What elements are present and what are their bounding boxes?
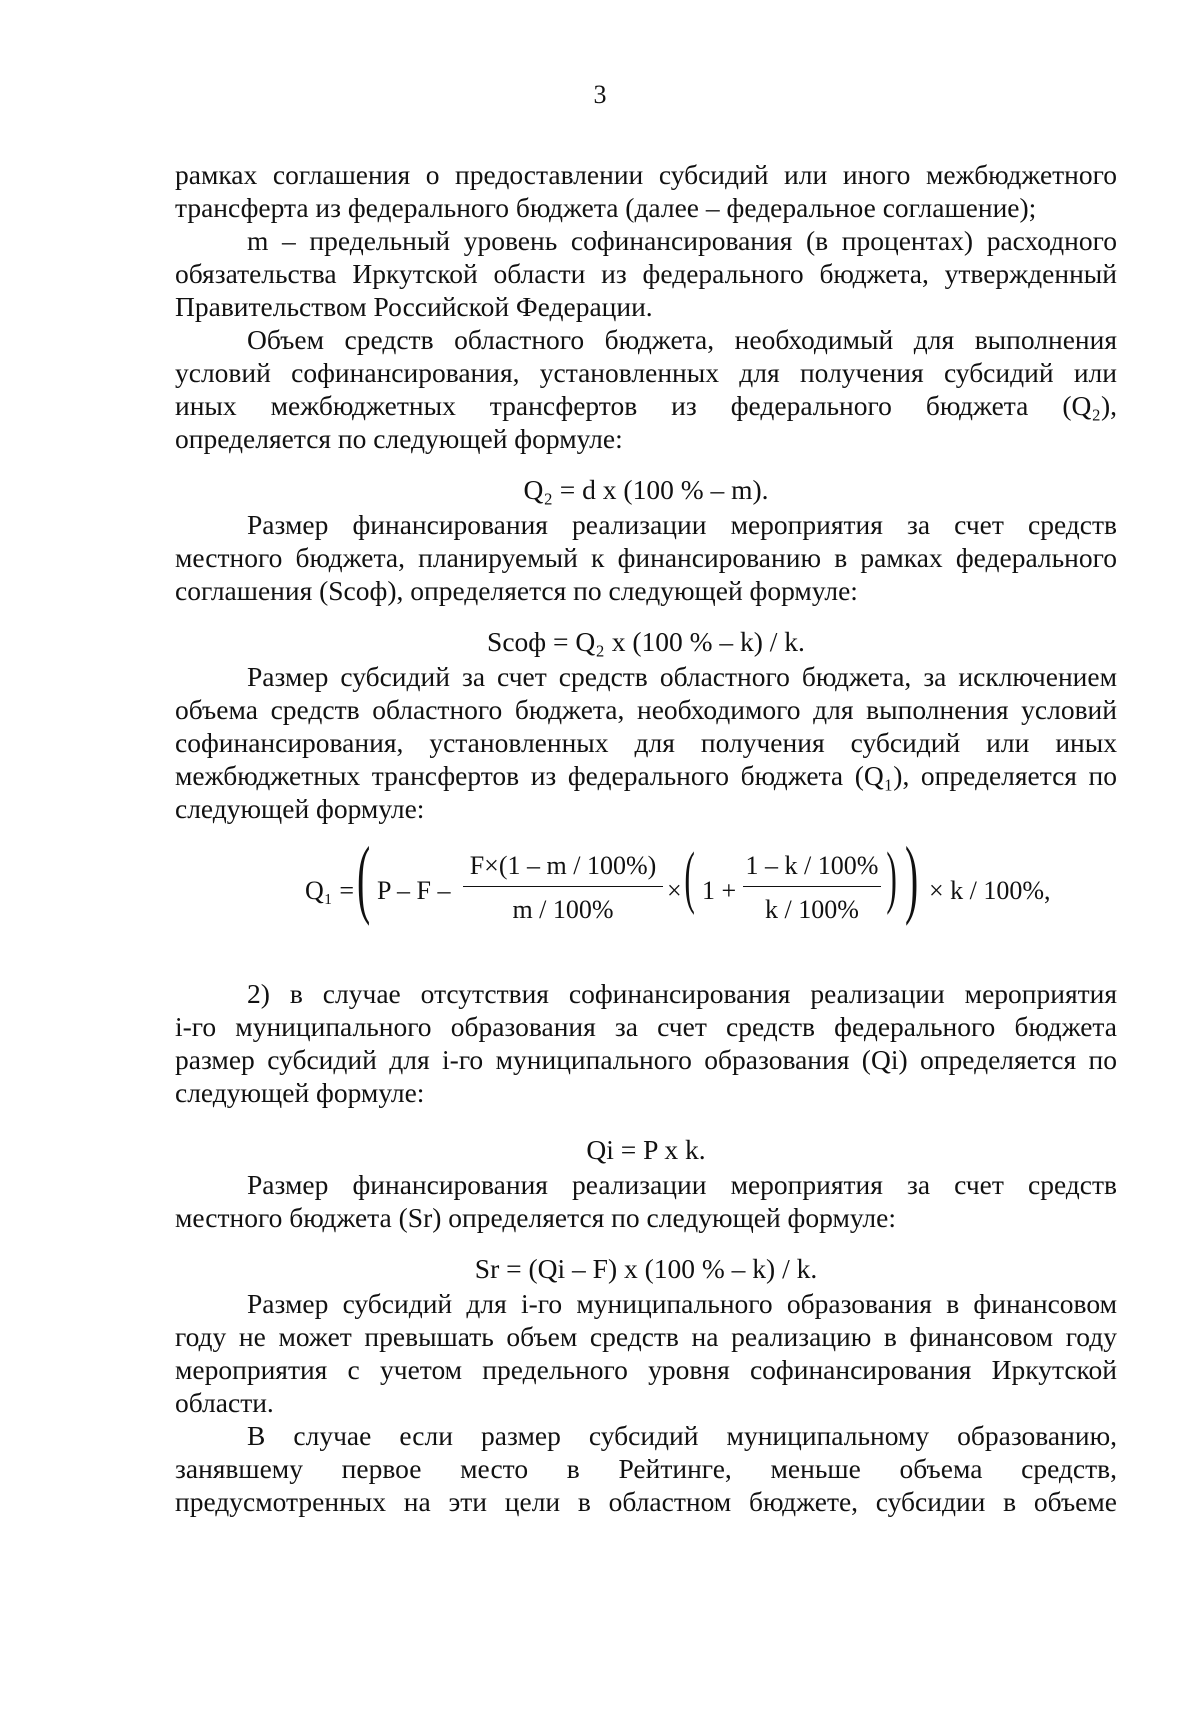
- text-line: обязательства Иркутской области из федерального бюджета, утвержденный: [175, 258, 1117, 289]
- formula-q1-num2: 1 – k / 100%: [745, 851, 879, 880]
- text-line: межбюджетных трансфертов из федерального бюджета (Q₁), определяется по: [175, 760, 1117, 791]
- text-line: мероприятия с учетом предельного уровня софинансирования Иркутской: [175, 1354, 1117, 1385]
- text-line: году не может превышать объем средств на реализацию в финансовом году: [175, 1321, 1117, 1352]
- formula-paren-right-inner: ): [886, 839, 897, 916]
- formula-q1-num1: F×(1 – m / 100%): [469, 851, 657, 880]
- text-line: Размер субсидий для i-го муниципального образования в финансовом: [247, 1288, 1117, 1319]
- formula-q1-lhs: Q₁ =: [305, 876, 355, 905]
- text-line: иных межбюджетных трансфертов из федерального бюджета (Q₂),: [175, 390, 1117, 421]
- text-line: объема средств областного бюджета, необходимого для выполнения условий: [175, 694, 1117, 725]
- text-line: рамках соглашения о предоставлении субсидий или иного межбюджетного: [175, 159, 1117, 190]
- text-line: размер субсидий для i-го муниципального образования (Qi) определяется по: [175, 1044, 1117, 1075]
- text-line: следующей формуле:: [175, 793, 425, 824]
- text-line: софинансирования, установленных для получения субсидий или иных: [175, 727, 1117, 758]
- text-line: следующей формуле:: [175, 1077, 425, 1108]
- text-line: определяется по следующей формуле:: [175, 423, 623, 454]
- formula-q1-den2: k / 100%: [765, 895, 859, 924]
- document-body: [175, 158, 1117, 1518]
- text-line: местного бюджета, планируемый к финансированию в рамках федерального: [175, 542, 1117, 573]
- text-line: области.: [175, 1387, 274, 1418]
- text-line: соглашения (Sсоф), определяется по следующей формуле:: [175, 575, 858, 606]
- text-line: Размер финансирования реализации мероприятия за счет средств: [247, 1169, 1117, 1200]
- text-line: m – предельный уровень софинансирования (в процентах) расходного: [247, 225, 1117, 256]
- fraction-bar: [463, 886, 663, 887]
- text-line: трансферта из федерального бюджета (далее – федеральное соглашение);: [175, 192, 1037, 223]
- formula-paren-right: ): [905, 830, 919, 927]
- formula-q1-tail: × k / 100%,: [929, 876, 1051, 905]
- formula-paren-left: (: [357, 830, 371, 927]
- formula-q1: [175, 830, 1117, 937]
- formula-q2: Q₂ = d x (100 % – m).: [523, 474, 769, 505]
- formula-scof: Sсоф = Q₂ x (100 % – k) / k.: [487, 626, 805, 657]
- text-line: i-го муниципального образования за счет средств федерального бюджета: [175, 1011, 1117, 1042]
- text-line: занявшему первое место в Рейтинге, меньше объема средств,: [175, 1453, 1117, 1484]
- formula-q1-den1: m / 100%: [512, 895, 614, 924]
- formula-sr: Sr = (Qi – F) x (100 % – k) / k.: [474, 1253, 818, 1284]
- formula-qi: Qi = P x k.: [586, 1134, 706, 1165]
- text-line: местного бюджета (Sr) определяется по следующей формуле:: [175, 1202, 896, 1233]
- text-line: 2) в случае отсутствия софинансирования реализации мероприятия: [247, 978, 1117, 1009]
- page-number: 3: [593, 80, 607, 109]
- formula-q1-oneplus: 1 +: [702, 876, 737, 905]
- formula-q1-pf: P – F –: [377, 876, 451, 905]
- text-line: Правительством Российской Федерации.: [175, 291, 653, 322]
- text-line: Объем средств областного бюджета, необходимый для выполнения: [247, 324, 1117, 355]
- text-line: Размер финансирования реализации мероприятия за счет средств: [247, 509, 1117, 540]
- text-line: предусмотренных на эти цели в областном бюджете, субсидии в объеме: [175, 1486, 1117, 1517]
- formula-paren-left-inner: (: [684, 839, 695, 916]
- text-line: условий софинансирования, установленных для получения субсидий или: [175, 357, 1117, 388]
- fraction-bar: [743, 886, 881, 887]
- formula-q1-times: ×: [667, 876, 682, 905]
- text-line: В случае если размер субсидий муниципальному образованию,: [247, 1420, 1117, 1451]
- text-line: Размер субсидий за счет средств областного бюджета, за исключением: [247, 661, 1117, 692]
